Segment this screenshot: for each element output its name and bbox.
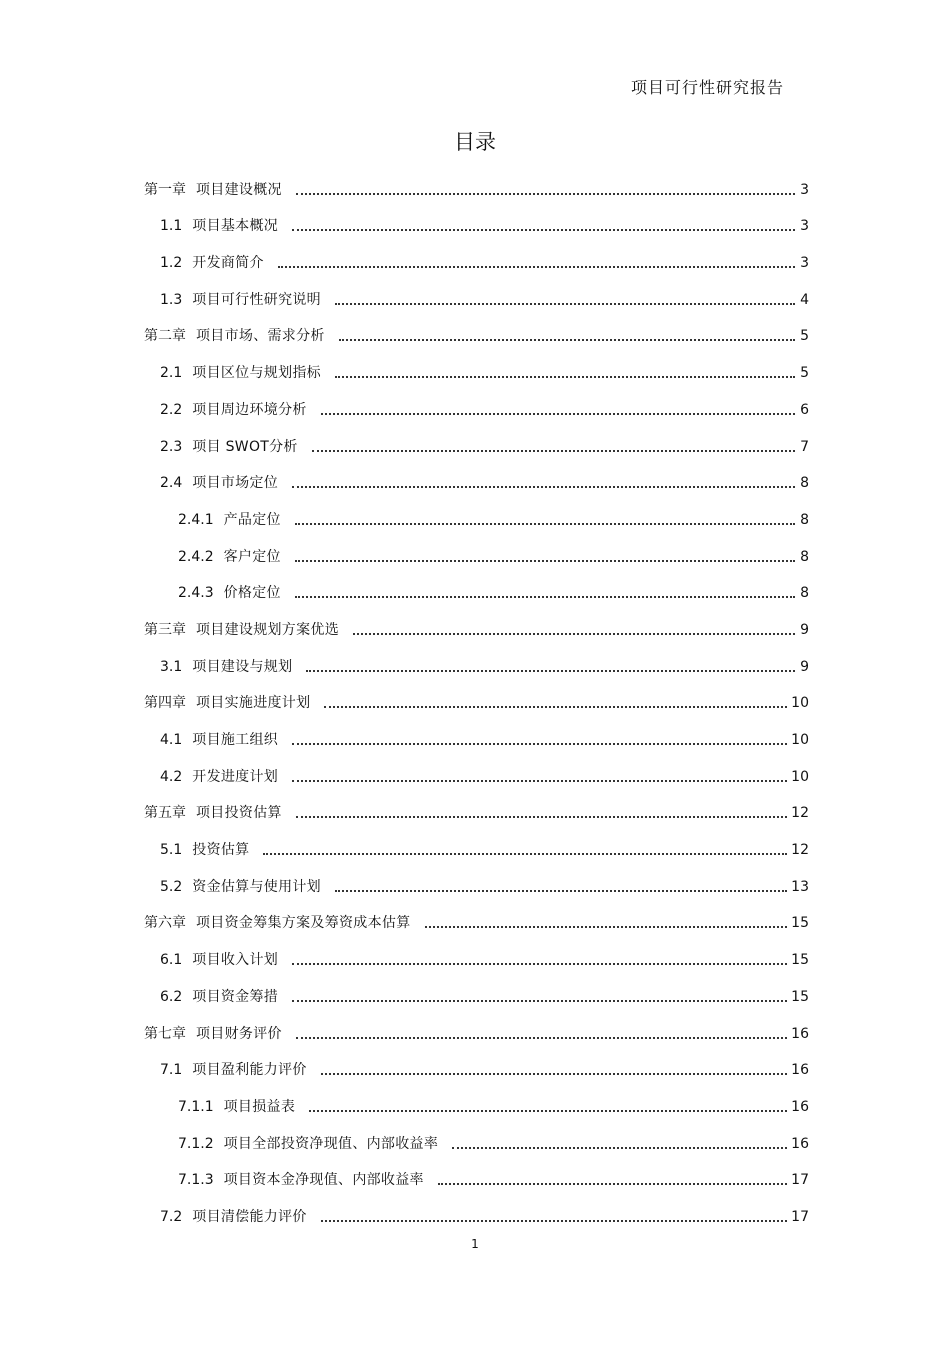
toc-entry-page: 8 xyxy=(800,548,809,565)
toc-entry[interactable] xyxy=(144,647,809,684)
toc-entry-label: 项目全部投资净现值、内部收益率 xyxy=(223,1135,439,1152)
toc-entry[interactable] xyxy=(144,280,809,317)
toc-entry-label: 价格定位 xyxy=(223,585,281,602)
toc-entry-number: 2.4.3 xyxy=(178,585,214,602)
toc-entry-page: 10 xyxy=(791,732,809,748)
toc-entry-number: 1.1 xyxy=(160,218,183,235)
toc-leader-dots xyxy=(263,853,787,855)
toc-entry-label: 项目盈利能力评价 xyxy=(192,1062,307,1079)
toc-entry-label: 项目资金筹集方案及筹资成本估算 xyxy=(196,915,411,932)
toc-entry-number: 2.4 xyxy=(160,475,183,492)
toc-leader-dots xyxy=(278,266,795,268)
toc-entry-label: 客户定位 xyxy=(223,548,281,565)
toc-leader-dots xyxy=(292,1000,787,1002)
toc-leader-dots xyxy=(425,926,788,928)
toc-entry-label: 项目建设与规划 xyxy=(192,658,293,675)
toc-entry-number: 第六章 xyxy=(144,915,186,932)
toc-entry-label: 项目损益表 xyxy=(223,1098,296,1115)
toc-leader-dots xyxy=(309,1110,787,1112)
toc-entry-page: 3 xyxy=(800,218,809,235)
toc-entry-page: 10 xyxy=(791,695,809,712)
toc-leader-dots xyxy=(335,890,787,892)
toc-entry-page: 8 xyxy=(800,585,809,602)
toc-entry-label: 项目投资估算 xyxy=(196,805,282,822)
toc-entry-page: 9 xyxy=(800,621,809,638)
toc-entry-number: 5.1 xyxy=(160,842,183,859)
toc-leader-dots xyxy=(312,450,795,452)
toc-leader-dots xyxy=(321,1073,788,1075)
toc-entry-number: 第二章 xyxy=(144,328,186,345)
toc-entry-number: 第七章 xyxy=(144,1025,186,1042)
toc-entry-number: 2.3 xyxy=(160,438,183,455)
toc-entry[interactable] xyxy=(144,500,809,537)
toc-leader-dots xyxy=(295,560,795,562)
toc-leader-dots xyxy=(452,1147,787,1149)
toc-entry-page: 3 xyxy=(800,181,809,198)
toc-leader-dots xyxy=(292,963,787,965)
toc-leader-dots xyxy=(292,229,795,231)
toc-leader-dots xyxy=(296,193,795,195)
toc-entry-label: 开发进度计划 xyxy=(192,768,279,785)
toc-entry[interactable] xyxy=(144,1087,809,1124)
toc-entry[interactable] xyxy=(144,757,809,794)
toc-entry-label: 项目清偿能力评价 xyxy=(192,1208,307,1225)
toc-entry[interactable] xyxy=(144,464,809,501)
toc-entry[interactable] xyxy=(144,1051,809,1088)
toc-entry-page: 12 xyxy=(791,842,809,859)
toc-entry-page: 15 xyxy=(791,988,809,1005)
toc-entry-label: 项目市场、需求分析 xyxy=(196,328,325,345)
toc-entry[interactable] xyxy=(144,940,809,977)
toc-entry-label: 项目市场定位 xyxy=(192,475,279,492)
toc-entry-number: 6.1 xyxy=(160,952,183,969)
toc-entry-page: 8 xyxy=(800,475,809,492)
toc-entry[interactable] xyxy=(144,170,809,207)
toc-leader-dots xyxy=(438,1183,787,1185)
toc-entry-label: 项目建设概况 xyxy=(196,181,282,198)
table-of-contents xyxy=(144,170,809,1234)
toc-entry-label: 项目 SWOT分析 xyxy=(192,438,298,455)
toc-entry-number: 7.2 xyxy=(160,1208,183,1225)
toc-entry-page: 10 xyxy=(791,768,809,785)
toc-entry[interactable] xyxy=(144,207,809,244)
toc-entry[interactable] xyxy=(144,1124,809,1161)
toc-title: 目录 xyxy=(454,130,496,154)
toc-entry-label: 项目可行性研究说明 xyxy=(192,291,321,308)
toc-entry[interactable] xyxy=(144,794,809,831)
toc-entry-number: 7.1 xyxy=(160,1062,183,1079)
toc-entry-number: 1.3 xyxy=(160,291,183,308)
toc-entry[interactable] xyxy=(144,1161,809,1198)
toc-entry-page: 16 xyxy=(791,1135,809,1152)
toc-entry-page: 9 xyxy=(800,658,809,675)
toc-entry[interactable] xyxy=(144,904,809,941)
toc-leader-dots xyxy=(321,1220,788,1222)
toc-entry-number: 第三章 xyxy=(144,621,186,638)
toc-entry-label: 开发商简介 xyxy=(192,255,264,272)
toc-entry-label: 项目实施进度计划 xyxy=(196,695,311,712)
toc-entry-label: 项目资金筹措 xyxy=(192,988,279,1005)
toc-entry-page: 5 xyxy=(800,365,809,382)
toc-leader-dots xyxy=(295,523,795,525)
toc-entry[interactable] xyxy=(144,1014,809,1051)
running-header: 项目可行性研究报告 xyxy=(630,78,784,97)
toc-entry-page: 3 xyxy=(800,255,809,272)
toc-entry-number: 4.2 xyxy=(160,768,183,785)
toc-entry-label: 项目周边环境分析 xyxy=(192,401,307,418)
toc-entry-label: 产品定位 xyxy=(223,511,281,528)
toc-entry-number: 7.1.3 xyxy=(178,1172,214,1189)
toc-entry-page: 4 xyxy=(800,291,809,308)
toc-entry[interactable] xyxy=(144,243,809,280)
toc-entry-page: 16 xyxy=(791,1098,809,1115)
toc-entry[interactable] xyxy=(144,390,809,427)
toc-entry[interactable] xyxy=(144,684,809,721)
toc-entry-label: 项目资本金净现值、内部收益率 xyxy=(223,1172,424,1189)
toc-entry[interactable] xyxy=(144,867,809,904)
page-number: 1 xyxy=(471,1237,479,1251)
toc-entry-number: 7.1.1 xyxy=(178,1098,214,1115)
toc-entry-page: 6 xyxy=(800,401,809,418)
toc-entry[interactable] xyxy=(144,427,809,464)
toc-entry-label: 项目区位与规划指标 xyxy=(192,365,321,382)
toc-entry[interactable] xyxy=(144,353,809,390)
toc-leader-dots xyxy=(296,816,787,818)
toc-entry-number: 第四章 xyxy=(144,695,186,712)
toc-entry-number: 5.2 xyxy=(160,878,183,895)
toc-entry-number: 2.1 xyxy=(160,365,183,382)
toc-entry-number: 2.2 xyxy=(160,401,183,418)
toc-entry-number: 1.2 xyxy=(160,255,183,272)
toc-entry-page: 16 xyxy=(791,1062,809,1079)
toc-entry-number: 4.1 xyxy=(160,732,183,748)
toc-entry-page: 7 xyxy=(800,438,809,455)
toc-leader-dots xyxy=(353,633,795,635)
toc-leader-dots xyxy=(321,413,795,415)
toc-entry-number: 2.4.1 xyxy=(178,511,214,528)
toc-entry[interactable] xyxy=(144,610,809,647)
toc-entry[interactable] xyxy=(144,830,809,867)
toc-entry-number: 第一章 xyxy=(144,181,186,198)
toc-entry-page: 15 xyxy=(791,915,809,932)
toc-entry[interactable] xyxy=(144,977,809,1014)
toc-entry[interactable] xyxy=(144,574,809,611)
toc-entry-page: 15 xyxy=(791,952,809,969)
toc-leader-dots xyxy=(295,596,795,598)
toc-entry-label: 投资估算 xyxy=(192,842,250,859)
toc-leader-dots xyxy=(306,670,795,672)
toc-leader-dots xyxy=(324,706,787,708)
toc-entry-label: 项目建设规划方案优选 xyxy=(196,621,339,638)
toc-entry-number: 7.1.2 xyxy=(178,1135,214,1152)
toc-entry-number: 2.4.2 xyxy=(178,548,214,565)
toc-entry-number: 第五章 xyxy=(144,805,186,822)
toc-entry[interactable] xyxy=(144,720,809,757)
toc-entry[interactable] xyxy=(144,537,809,574)
toc-entry[interactable] xyxy=(144,1197,809,1234)
toc-entry-label: 项目施工组织 xyxy=(192,732,279,748)
toc-leader-dots xyxy=(296,1037,787,1039)
toc-entry-page: 13 xyxy=(791,878,809,895)
toc-entry-page: 17 xyxy=(791,1172,809,1189)
toc-entry[interactable] xyxy=(144,317,809,354)
toc-leader-dots xyxy=(335,303,795,305)
toc-leader-dots xyxy=(292,486,795,488)
toc-entry-page: 5 xyxy=(800,328,809,345)
toc-entry-label: 项目基本概况 xyxy=(192,218,279,235)
toc-entry-page: 17 xyxy=(791,1208,809,1225)
toc-leader-dots xyxy=(292,780,787,782)
toc-entry-number: 3.1 xyxy=(160,658,183,675)
toc-entry-page: 8 xyxy=(800,511,809,528)
toc-entry-page: 16 xyxy=(791,1025,809,1042)
toc-entry-label: 项目财务评价 xyxy=(196,1025,282,1042)
toc-leader-dots xyxy=(292,743,787,745)
toc-entry-label: 资金估算与使用计划 xyxy=(192,878,321,895)
toc-entry-number: 6.2 xyxy=(160,988,183,1005)
toc-entry-label: 项目收入计划 xyxy=(192,952,279,969)
toc-leader-dots xyxy=(339,339,795,341)
toc-leader-dots xyxy=(335,376,795,378)
toc-entry-page: 12 xyxy=(791,805,809,822)
